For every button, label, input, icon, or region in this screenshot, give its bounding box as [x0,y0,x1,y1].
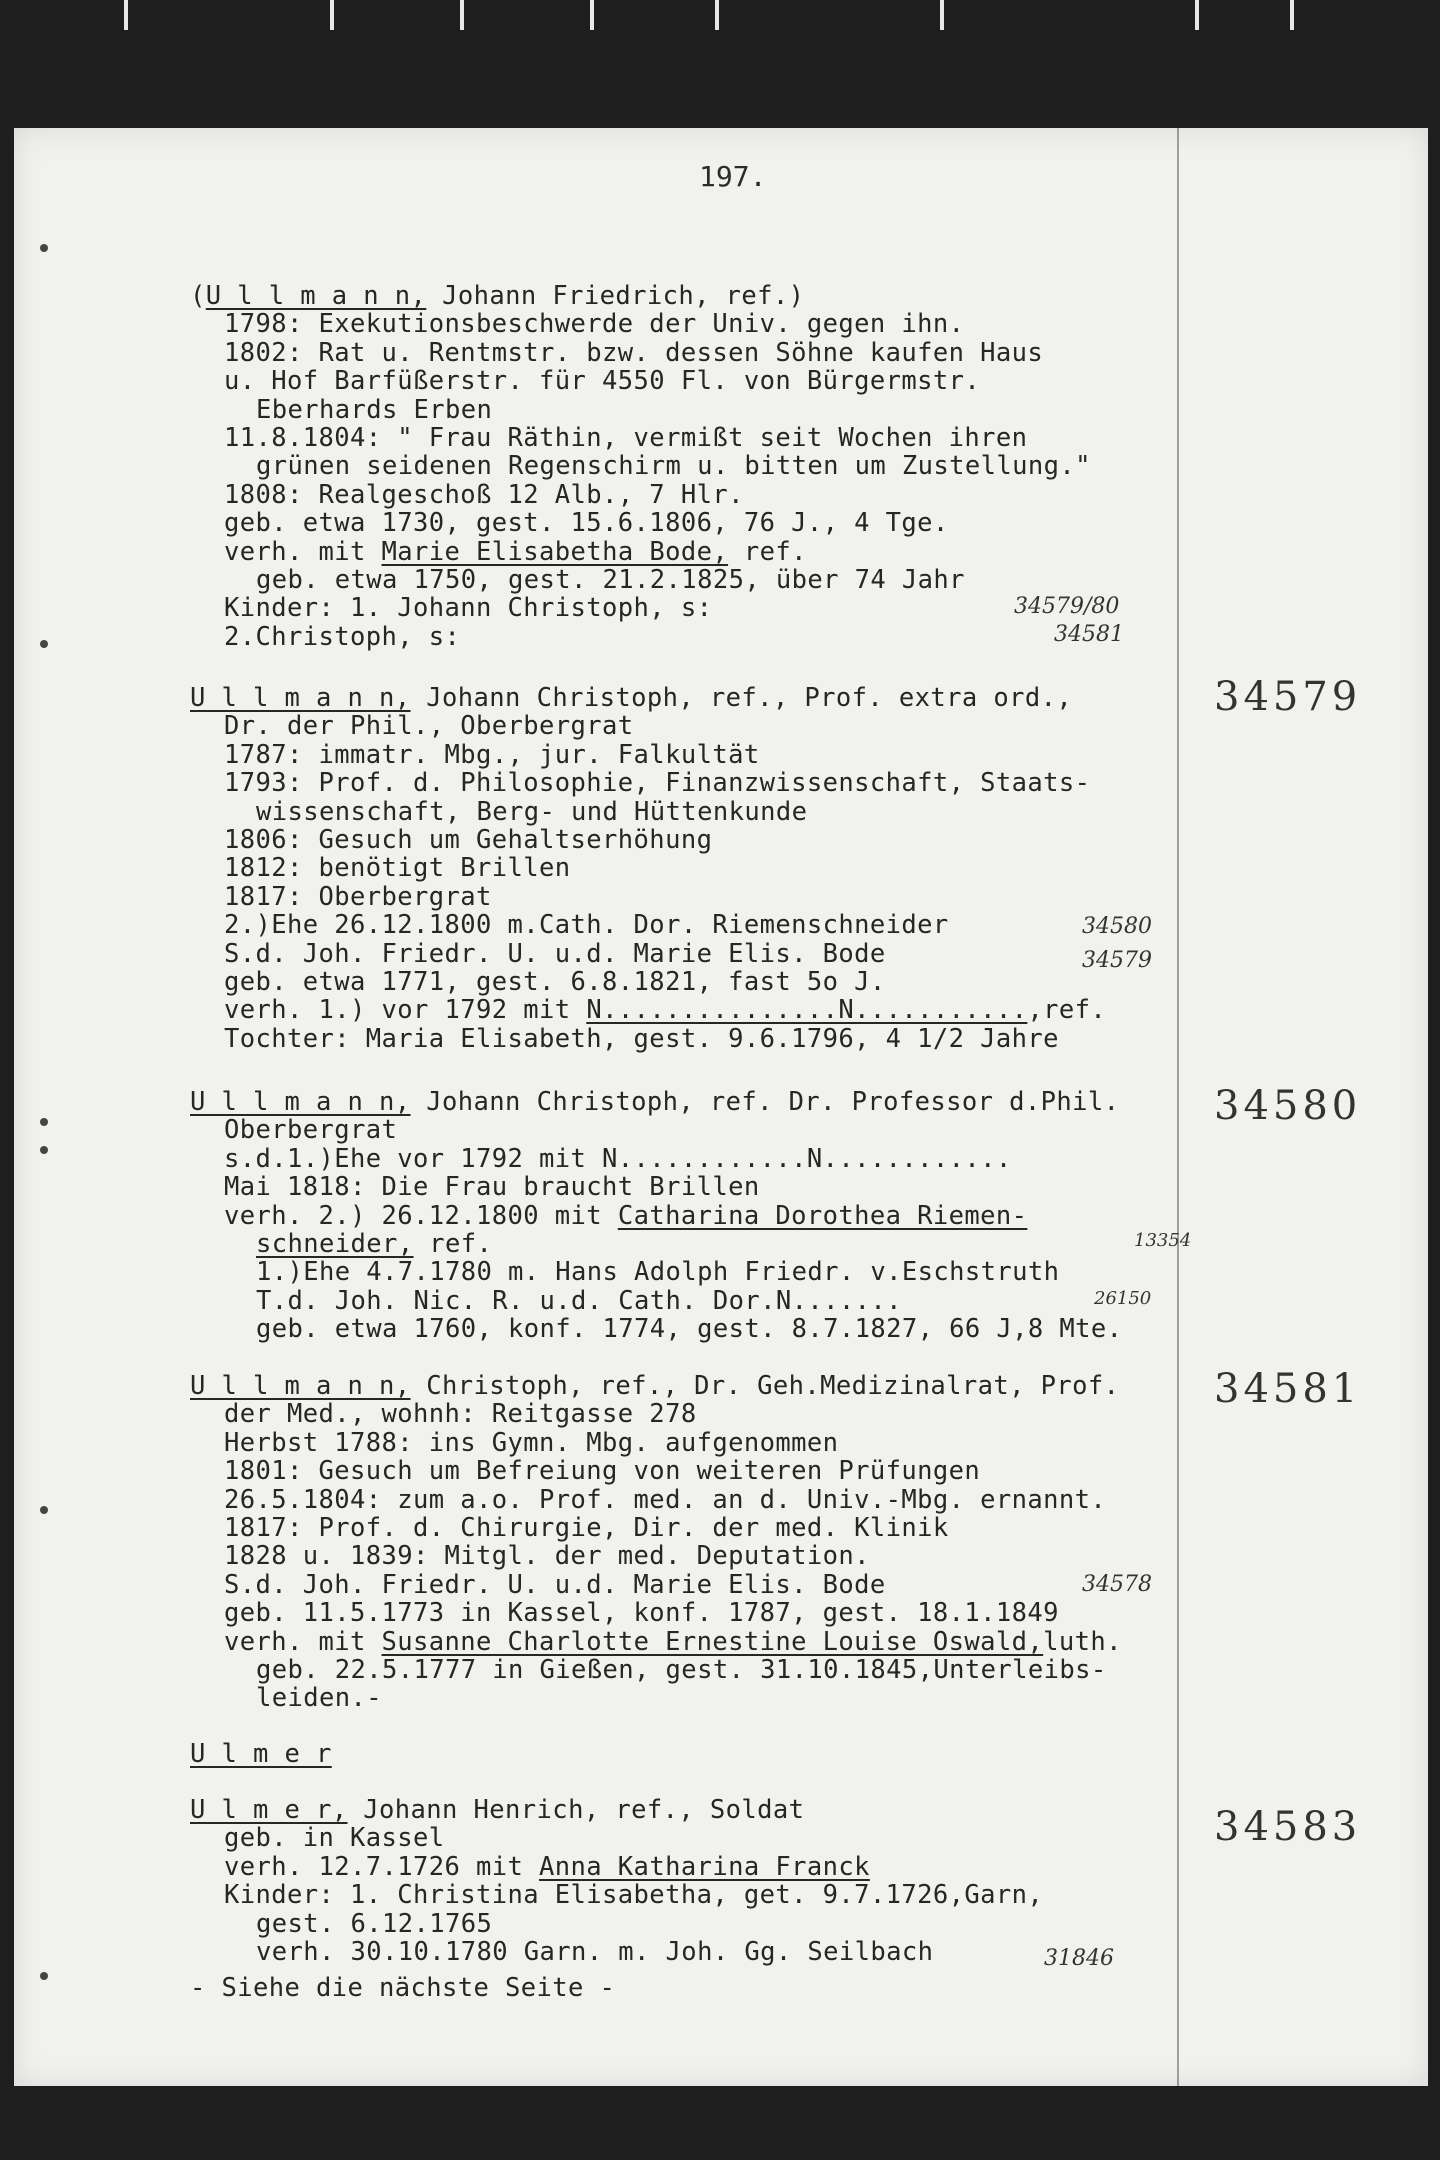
entry-line [256,1315,1122,1343]
entry-heading [190,1796,804,1824]
line-text: S.d. Joh. Friedr. U. u.d. Marie Elis. Bode [224,1569,886,1600]
line-text: 1793: Prof. d. Philosophie, Finanzwissenschaft, Staats- [224,768,1091,799]
entry-heading [190,1740,332,1768]
surname: U l l m a n n, [190,1371,411,1401]
entry-line [224,1824,445,1852]
line-text: verh. 30.10.1780 Garn. m. Joh. Gg. Seilbach [256,1937,934,1967]
surname: U l l m a n n, [190,683,411,713]
handwritten-note: 13354 [1134,1230,1192,1251]
surname: U l l m a n n, [190,1087,411,1117]
line-text: Herbst 1788: ins Gymn. Mbg. aufgenommen [224,1427,839,1458]
entry-line [224,1542,870,1570]
line-text: 1817: Prof. d. Chirurgie, Dir. der med. Klinik [224,1513,949,1543]
line-text: Eberhards Erben [256,394,493,425]
entry-line [256,396,492,424]
entry-line [224,769,1090,797]
entry-line [224,538,807,566]
entry-heading [190,1372,1119,1400]
entry-line [190,1974,615,2002]
entry-heading [190,684,1072,712]
entry-line [256,452,1091,480]
line-text: 1808: Realgeschoß 12 Alb., 7 Hlr. [224,479,744,510]
entry-line [224,883,492,911]
line-prefix: ( [190,281,206,311]
entry-line [256,1258,1059,1286]
entry-line [256,1910,492,1938]
handwritten-note: 34579 [1082,948,1152,973]
entry-line [224,1173,760,1201]
line-prefix: verh. 2.) 26.12.1800 mit [224,1200,618,1231]
entry-line [256,1656,1107,1684]
line-text: 26.5.1804: zum a.o. Prof. med. an d. Univ.-Mbg. ernannt. [224,1484,1107,1515]
entry-line [224,826,712,854]
entry-line [224,509,949,537]
line-text: 1817: Oberbergrat [224,881,492,912]
line-rest: Johann Christoph, ref., Prof. extra ord., [410,683,1073,713]
fold-line [1177,128,1179,2086]
entry-line [224,424,1027,452]
handwritten-note: 34580 [1082,914,1152,939]
line-prefix: verh. mit [224,1626,382,1657]
line-text: geb. etwa 1750, gest. 21.2.1825, über 74 Jahr [256,565,965,595]
handwritten-note: 31846 [1044,1946,1114,1971]
surname: U l m e r, [190,1795,348,1825]
entry-line [224,1628,1122,1656]
line-text: leiden.- [256,1683,383,1714]
entry-number: 34580 [1214,1083,1362,1129]
entry-line [224,1881,1043,1909]
entry-line [224,1429,838,1457]
line-text: T.d. Joh. Nic. R. u.d. Cath. Dor.N....... [256,1285,902,1316]
entry-line [256,1230,492,1258]
entry-line [224,1145,1012,1173]
line-text: 1802: Rat u. Rentmstr. bzw. dessen Söhne kaufen Haus [224,337,1044,368]
handwritten-note: 34578 [1082,1572,1152,1597]
entry-line [224,1457,980,1485]
line-prefix: verh. 1.) vor 1792 mit [224,995,587,1026]
punch-mark [40,1972,48,1980]
line-text: 1801: Gesuch um Befreiung von weiteren Prüfungen [224,1456,981,1487]
line-text: geb. 11.5.1773 in Kassel, konf. 1787, gest. 18.1.1849 [224,1598,1059,1629]
line-text: geb. etwa 1760, konf. 1774, gest. 8.7.1827, 66 J,8 Mte. [256,1314,1123,1345]
entry-line [224,1514,949,1542]
entry-line [224,1400,697,1428]
entry-line [256,1684,382,1712]
line-text: 11.8.1804: " Frau Räthin, vermißt seit Wochen ihren [224,423,1028,453]
underlined-name: Susanne Charlotte Ernestine Louise Oswald, [381,1626,1044,1657]
line-text: Kinder: 1. Johann Christoph, s: [224,593,713,624]
entry-line [224,623,460,651]
line-text: - Siehe die nächste Seite - [190,1973,616,2003]
line-rest: Johann Friedrich, ref.) [426,281,805,311]
handwritten-note: 26150 [1094,1288,1152,1309]
entry-line [224,968,886,996]
document-page [14,128,1428,2086]
line-text: Oberbergrat [224,1115,398,1146]
entry-line [256,1938,933,1966]
line-text: wissenschaft, Berg- und Hüttenkunde [256,796,808,827]
line-rest: Johann Christoph, ref. Dr. Professor d.Phil. [410,1087,1120,1117]
punch-mark [40,640,48,648]
line-text: S.d. Joh. Friedr. U. u.d. Marie Elis. Bode [224,938,886,969]
entry-line [224,1486,1106,1514]
entry-line [224,996,1106,1024]
line-text: geb. etwa 1730, gest. 15.6.1806, 76 J., 4 Tge. [224,508,949,539]
line-text: 1798: Exekutionsbeschwerde der Univ. gegen ihn. [224,309,965,340]
line-text: geb. etwa 1771, gest. 6.8.1821, fast 5o J. [224,967,886,997]
line-text: 1806: Gesuch um Gehaltserhöhung [224,825,713,855]
underlined-name: Catharina Dorothea Riemen- [617,1200,1028,1231]
entry-line [224,1571,886,1599]
line-text: 2.)Ehe 26.12.1800 m.Cath. Dor. Riemenschneider [224,910,949,941]
line-text: Dr. der Phil., Oberbergrat [224,711,634,742]
entry-heading [190,1088,1119,1116]
entry-line [224,940,886,968]
entry-line [224,1853,870,1881]
line-rest: luth. [1043,1626,1122,1657]
line-prefix: verh. mit [224,536,382,567]
entry-line [224,594,712,622]
entry-number: 34579 [1214,674,1362,720]
entry-line [224,1202,1027,1230]
line-text: 1787: immatr. Mbg., jur. Falkultät [224,739,760,770]
entry-line [224,712,634,740]
punch-mark [40,244,48,252]
film-strip-top [0,0,1440,30]
entry-line [224,310,964,338]
entry-line [224,367,980,395]
line-text: geb. in Kassel [224,1823,445,1854]
punch-mark [40,1146,48,1154]
line-text: geb. 22.5.1777 in Gießen, gest. 31.10.1845,Unterleibs- [256,1655,1107,1685]
line-rest: ,ref. [1027,995,1107,1026]
line-text: Kinder: 1. Christina Elisabetha, get. 9.7.1726,Garn, [224,1880,1044,1911]
entry-line [224,854,571,882]
line-text: 1812: benötigt Brillen [224,853,571,884]
line-text: Tochter: Maria Elisabeth, gest. 9.6.1796, 4 1/2 Jahre [224,1023,1059,1054]
line-prefix: verh. 12.7.1726 mit [224,1851,540,1882]
line-text: 1.)Ehe 4.7.1780 m. Hans Adolph Friedr. v.Eschstruth [256,1257,1060,1288]
punch-mark [40,1506,48,1514]
underlined-name: Marie Elisabetha Bode, [381,536,729,567]
entry-line [224,1025,1059,1053]
entry-line [224,1116,397,1144]
entry-number: 34581 [1214,1366,1362,1412]
surname: U l l m a n n, [205,281,427,311]
entry-line [224,1599,1059,1627]
line-text: 1828 u. 1839: Mitgl. der med. Deputation. [224,1541,870,1572]
entry-line [224,481,744,509]
line-text: 2.Christoph, s: [224,621,461,652]
line-text: der Med., wohnh: Reitgasse 278 [224,1399,697,1430]
line-rest: Christoph, ref., Dr. Geh.Medizinalrat, Prof. [410,1371,1120,1401]
entry-line [224,339,1043,367]
entry-number: 34583 [1214,1804,1362,1850]
punch-mark [40,1118,48,1126]
line-text: gest. 6.12.1765 [256,1908,493,1939]
handwritten-note: 34579/80 [1014,594,1120,619]
line-text: grünen seidenen Regenschirm u. bitten um Zustellung." [256,451,1091,482]
page-number: 197. [699,160,767,193]
entry-line [224,911,949,939]
entry-line [256,798,807,826]
handwritten-note: 34581 [1054,622,1124,647]
underlined-name: schneider, [256,1229,414,1259]
underlined-name: N...............N........... [586,995,1028,1026]
line-rest: Johann Henrich, ref., Soldat [347,1795,805,1825]
surname: U l m e r [190,1739,332,1769]
line-text: u. Hof Barfüßerstr. für 4550 Fl. von Bürgermstr. [224,366,981,397]
entry-heading [190,282,804,310]
line-rest: ref. [413,1229,493,1259]
underlined-name: Anna Katharina Franck [539,1851,870,1882]
line-rest: ref. [728,536,807,567]
entry-line [256,566,965,594]
entry-line [224,741,760,769]
entry-line [256,1287,902,1315]
line-text: s.d.1.)Ehe vor 1792 mit N............N............ [224,1143,1012,1174]
line-text: Mai 1818: Die Frau braucht Brillen [224,1172,760,1203]
